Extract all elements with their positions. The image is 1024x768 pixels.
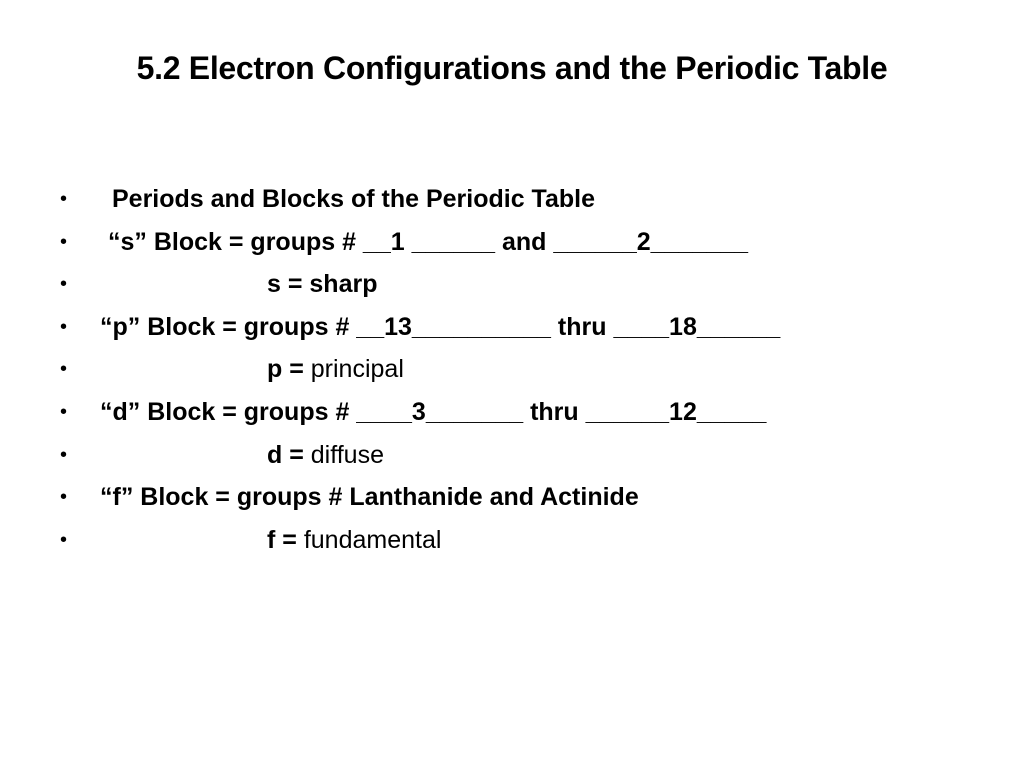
bullet-icon: • <box>60 188 68 210</box>
term-label: f = <box>267 525 304 554</box>
slide-title: 5.2 Electron Configurations and the Periodic Table <box>136 50 888 86</box>
bullet-item-p-block <box>60 306 1000 349</box>
bullet-icon: • <box>60 400 68 423</box>
term-value: fundamental <box>303 525 442 554</box>
bullet-item-d-block <box>60 391 1000 434</box>
bullet-item-p-principal <box>60 348 1000 391</box>
bullet-item-s-sharp <box>60 263 1000 306</box>
bullet-item-periods-blocks <box>60 178 1000 221</box>
bullet-icon: • <box>60 486 68 509</box>
bullet-text: Periods and Blocks of the Periodic Table <box>112 185 595 213</box>
bullet-text <box>267 434 384 477</box>
bullet-text: “s” Block = groups # __1 ______ and ______2_______ <box>108 227 749 256</box>
bullet-icon: • <box>60 528 68 551</box>
bullet-icon: • <box>60 273 68 296</box>
bullet-text <box>267 519 441 562</box>
term-value: diffuse <box>310 440 384 469</box>
bullet-text <box>267 348 404 391</box>
bullet-icon: • <box>60 358 68 381</box>
bullet-icon: • <box>60 230 68 253</box>
bullet-icon: • <box>60 315 68 338</box>
term-label: d = <box>267 440 311 469</box>
bullet-text: “d” Block = groups # ____3_______ thru ______12_____ <box>100 397 767 426</box>
bullet-item-f-fundamental <box>60 519 1000 562</box>
bullet-icon: • <box>60 443 68 466</box>
term-value: principal <box>310 355 404 384</box>
bullet-text: “f” Block = groups # Lanthanide and Actinide <box>100 483 639 512</box>
bullet-item-f-block <box>60 476 1000 519</box>
bullet-item-d-diffuse <box>60 434 1000 477</box>
term-label: p = <box>267 355 311 384</box>
bullet-text: “p” Block = groups # __13__________ thru ____18______ <box>100 312 781 341</box>
bullet-text: s = sharp <box>267 270 378 299</box>
bullet-item-s-block <box>60 221 1000 264</box>
bullet-list <box>60 178 1000 561</box>
